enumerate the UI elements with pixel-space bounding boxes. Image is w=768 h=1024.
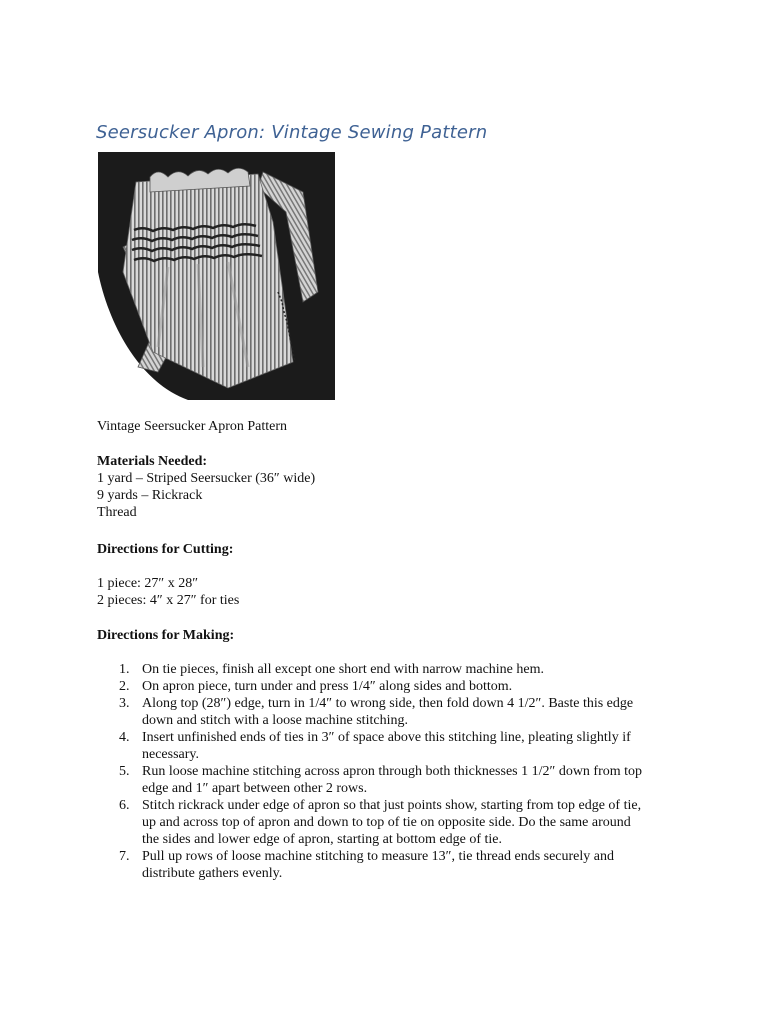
step-number: 3.: [119, 696, 130, 711]
cutting-heading: Directions for Cutting:: [97, 542, 234, 557]
step-line: edge and 1″ apart between other 2 rows.: [142, 781, 368, 796]
page-title: Seersucker Apron: Vintage Sewing Pattern: [96, 122, 488, 143]
step-item: [97, 678, 682, 695]
step-number: 2.: [119, 679, 130, 694]
step-line: the sides and lower edge of apron, starting at bottom edge of tie.: [142, 832, 503, 847]
step-line: distribute gathers evenly.: [142, 866, 283, 881]
step-number: 1.: [119, 662, 130, 677]
step-item: [97, 661, 682, 678]
step-line: Stitch rickrack under edge of apron so that just points show, starting from top edge of tie,: [142, 798, 642, 813]
step-line: Along top (28″) edge, turn in 1/4″ to wrong side, then fold down 4 1/2″. Baste this edge: [142, 696, 634, 711]
step-line: Run loose machine stitching across apron through both thicknesses 1 1/2″ down from top: [142, 764, 643, 779]
step-line: necessary.: [142, 747, 200, 762]
apron-photo: [98, 152, 335, 400]
step-item: [97, 763, 682, 797]
step-item: [97, 797, 682, 848]
image-caption: Vintage Seersucker Apron Pattern: [97, 419, 288, 434]
step-line: Pull up rows of loose machine stitching to measure 13″, tie thread ends securely and: [142, 849, 614, 864]
making-heading: Directions for Making:: [97, 628, 235, 643]
step-line: On apron piece, turn under and press 1/4″ along sides and bottom.: [142, 679, 513, 694]
step-item: [97, 848, 682, 882]
cutting-item: 1 piece: 27″ x 28″: [97, 576, 199, 591]
materials-item: Thread: [97, 505, 137, 520]
step-line: On tie pieces, finish all except one short end with narrow machine hem.: [142, 662, 544, 677]
step-number: 4.: [119, 730, 130, 745]
step-line: down and stitch with a loose machine stitching.: [142, 713, 408, 728]
cutting-item: 2 pieces: 4″ x 27″ for ties: [97, 593, 240, 608]
step-line: Insert unfinished ends of ties in 3″ of space above this stitching line, pleating slightly if: [142, 730, 631, 745]
step-line: up and across top of apron and down to top of tie on opposite side. Do the same around: [142, 815, 631, 830]
step-number: 7.: [119, 849, 130, 864]
materials-item: 9 yards – Rickrack: [97, 488, 203, 503]
step-number: 6.: [119, 798, 130, 813]
making-steps-list: [97, 661, 682, 882]
step-item: [97, 695, 682, 729]
step-number: 5.: [119, 764, 130, 779]
materials-item: 1 yard – Striped Seersucker (36″ wide): [97, 471, 316, 486]
materials-heading: Materials Needed:: [97, 454, 208, 469]
step-item: [97, 729, 682, 763]
